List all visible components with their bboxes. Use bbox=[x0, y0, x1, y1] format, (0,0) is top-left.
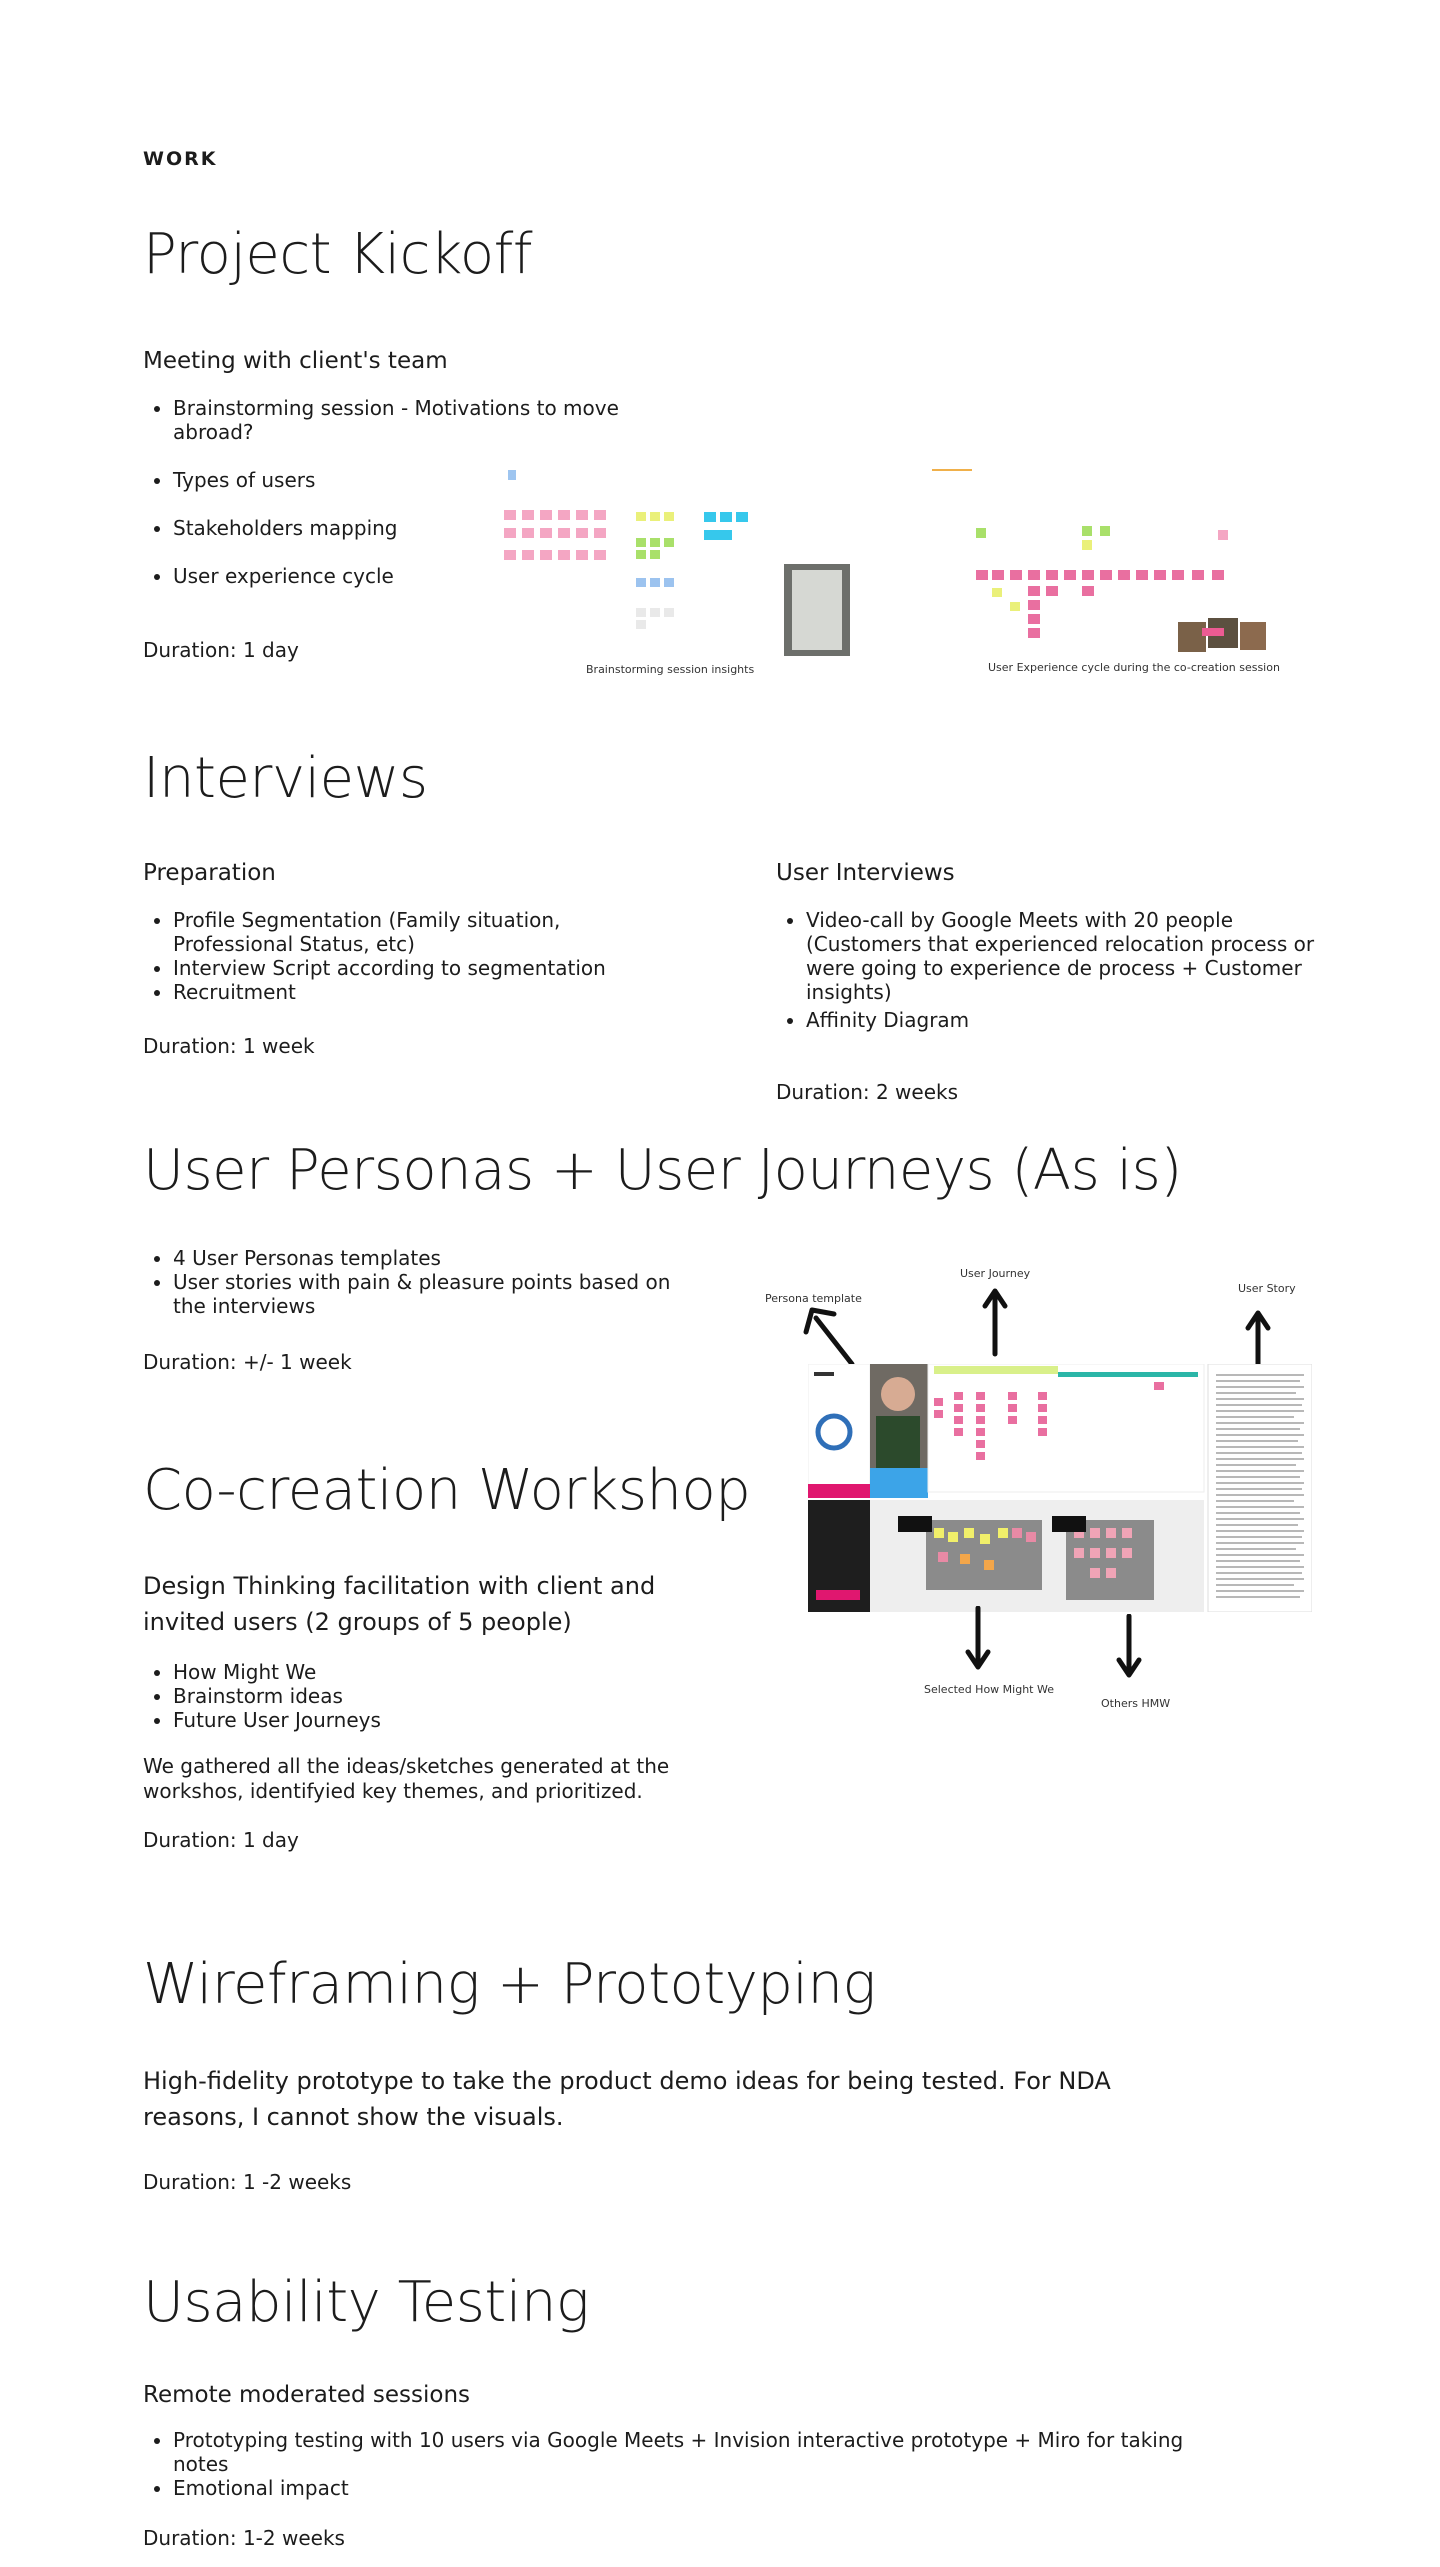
arrow-up-left-icon bbox=[800, 1300, 860, 1370]
usability-subtitle: Remote moderated sessions bbox=[143, 2382, 471, 2408]
kickoff-title: Project Kickoff bbox=[143, 222, 533, 287]
selected-hmw-label: Selected How Might We bbox=[924, 1683, 1054, 1696]
arrow-down-icon bbox=[965, 1606, 991, 1672]
wireframing-description: High-fidelity prototype to take the product demo ideas for being tested. For NDA reasons, I cannot show the visuals. bbox=[143, 2067, 1111, 2131]
personas-collage-image bbox=[808, 1364, 1312, 1612]
workshop-duration: Duration: 1 day bbox=[143, 1828, 299, 1852]
workshop-subtitle: Design Thinking facilitation with client and invited users (2 groups of 5 people) bbox=[143, 1572, 656, 1636]
ux-cycle-board-image bbox=[930, 468, 1270, 658]
list-item: • 4 User Personas templates bbox=[173, 1246, 673, 1270]
workshop-title: Co-creation Workshop bbox=[143, 1458, 751, 1523]
kickoff-subtitle: Meeting with client's team bbox=[143, 348, 448, 374]
list-item: • User stories with pain & pleasure points based on the interviews bbox=[173, 1270, 673, 1318]
preparation-title: Preparation bbox=[143, 860, 276, 886]
list-item: • Affinity Diagram bbox=[806, 1008, 1326, 1032]
list-item: • Video-call by Google Meets with 20 people (Customers that experienced relocation process or were going to experience de process + Customer insights) bbox=[806, 908, 1326, 1004]
wireframing-title: Wireframing + Prototyping bbox=[143, 1952, 876, 2017]
personas-list bbox=[143, 1246, 673, 1318]
list-item: • Prototyping testing with 10 users via Google Meets + Invision interactive prototype + Miro for taking notes bbox=[173, 2428, 1193, 2476]
brainstorming-caption: Brainstorming session insights bbox=[586, 663, 755, 676]
user-story-label: User Story bbox=[1238, 1282, 1296, 1295]
interviews-title: Interviews bbox=[143, 746, 428, 811]
list-item: • Future User Journeys bbox=[173, 1708, 673, 1732]
personas-title: User Personas + User Journeys (As is) bbox=[143, 1138, 1182, 1203]
workshop-description: We gathered all the ideas/sketches generated at the workshos, identifyied key themes, and prioritized. bbox=[143, 1754, 670, 1803]
kickoff-duration: Duration: 1 day bbox=[143, 638, 299, 662]
user-interviews-list bbox=[776, 908, 1326, 1032]
preparation-list bbox=[143, 908, 633, 1004]
personas-duration: Duration: +/- 1 week bbox=[143, 1350, 352, 1374]
usability-duration: Duration: 1-2 weeks bbox=[143, 2526, 345, 2550]
arrow-down-icon bbox=[1116, 1614, 1142, 1680]
user-interviews-title: User Interviews bbox=[776, 860, 955, 886]
wireframing-duration: Duration: 1 -2 weeks bbox=[143, 2170, 352, 2194]
list-item: • Types of users bbox=[173, 468, 643, 492]
list-item: • How Might We bbox=[173, 1660, 673, 1684]
list-item: • Emotional impact bbox=[173, 2476, 1193, 2500]
arrow-up-icon bbox=[982, 1286, 1008, 1358]
others-hmw-label: Others HMW bbox=[1101, 1697, 1171, 1710]
workshop-list bbox=[143, 1660, 673, 1732]
usability-title: Usability Testing bbox=[143, 2270, 590, 2335]
list-item: • Interview Script according to segmentation bbox=[173, 956, 633, 980]
list-item: • Brainstorm ideas bbox=[173, 1684, 673, 1708]
list-item: • Profile Segmentation (Family situation, Professional Status, etc) bbox=[173, 908, 633, 956]
brainstorming-board-image bbox=[500, 468, 860, 658]
list-item: • Recruitment bbox=[173, 980, 633, 1004]
user-interviews-duration: Duration: 2 weeks bbox=[776, 1080, 959, 1104]
section-eyebrow: WORK bbox=[143, 148, 218, 170]
ux-cycle-caption: User Experience cycle during the co-creation session bbox=[988, 661, 1280, 674]
persona-template-label: Persona template bbox=[765, 1292, 862, 1305]
user-journey-label: User Journey bbox=[960, 1267, 1031, 1280]
list-item: • User experience cycle bbox=[173, 564, 643, 588]
list-item: • Brainstorming session - Motivations to move abroad? bbox=[173, 396, 643, 444]
preparation-duration: Duration: 1 week bbox=[143, 1034, 315, 1058]
list-item: • Stakeholders mapping bbox=[173, 516, 643, 540]
usability-list bbox=[143, 2428, 1193, 2500]
